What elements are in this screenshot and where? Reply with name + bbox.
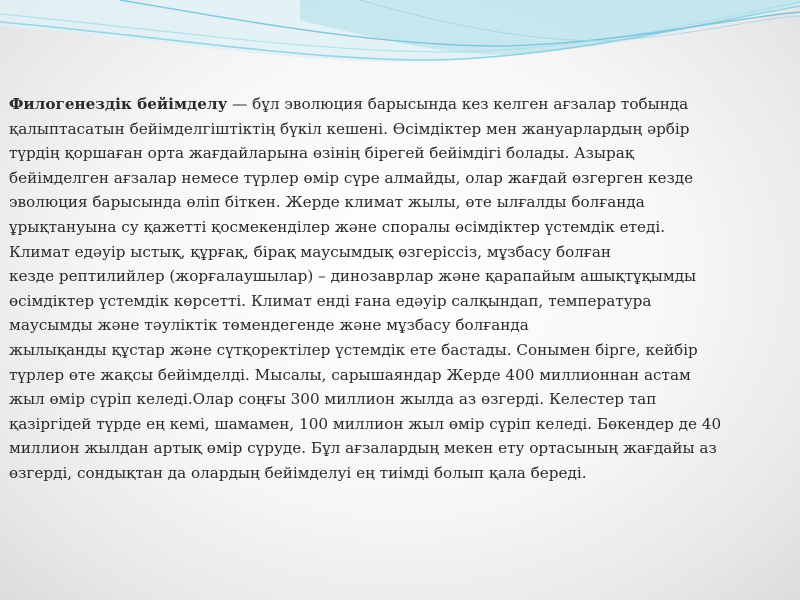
text-line: бейімделген ағзалар немесе түрлер өмір сүре алмайды, олар жағдай өзгерген кезде xyxy=(9,168,694,187)
text-line: Климат едәуір ыстық, құрғақ, бірақ маусымдық өзгеріссіз, мұзбасу болған xyxy=(9,242,612,261)
text-line: түрдің қоршаған орта жағдайларына өзінің бірегей бейімдігі болады. Азырақ xyxy=(9,144,634,163)
text-line: қалыптасатын бейімделгіштіктің бүкіл кешені. Өсімдіктер мен жануарлардың әрбір xyxy=(9,119,690,138)
text-line: өсімдіктер үстемдік көрсетті. Климат енді ғана едәуір салқындап, температура xyxy=(9,291,652,310)
slide-body-text xyxy=(9,92,797,486)
text-line: кезде рептилийлер (жорғалаушылар) – динозаврлар және қарапайым ашықтұқымды xyxy=(9,267,697,286)
text-line: — бұл эволюция барысында кез келген ағзалар тобында xyxy=(227,95,689,113)
text-line: ұрықтануына су қажетті қосмекенділер және споралы өсімдіктер үстемдік етеді. xyxy=(9,217,666,236)
text-line: маусымды және тәуліктік төмендегенде және мұзбасу болғанда xyxy=(9,316,529,335)
text-line: түрлер өте жақсы бейімделді. Мысалы, сарышаяндар Жерде 400 миллионнан астам xyxy=(9,365,691,384)
text-line: эволюция барысында өліп біткен. Жерде климат жылы, өте ылғалды болғанда xyxy=(9,193,645,212)
text-line: қазіргідей түрде ең кемі, шамамен, 100 миллион жыл өмір сүріп келеді. Бөкендер де 40 xyxy=(9,414,722,433)
text-line: жыл өмір сүріп келеді.Олар соңғы 300 миллион жылда аз өзгерді. Келестер тап xyxy=(9,390,657,409)
text-line: жылықанды құстар және сүтқоректілер үстемдік ете бастады. Сонымен бірге, кейбір xyxy=(9,340,698,359)
text-line: миллион жылдан артық өмір сүруде. Бұл ағзалардың мекен ету ортасының жағдайы аз xyxy=(9,439,717,458)
decorative-waves xyxy=(0,0,800,80)
text-line: өзгерді, сондықтан да олардың бейімделуі ең тиімді болып қала береді. xyxy=(9,463,587,482)
term-heading: Филогенездік бейімделу xyxy=(9,95,228,113)
